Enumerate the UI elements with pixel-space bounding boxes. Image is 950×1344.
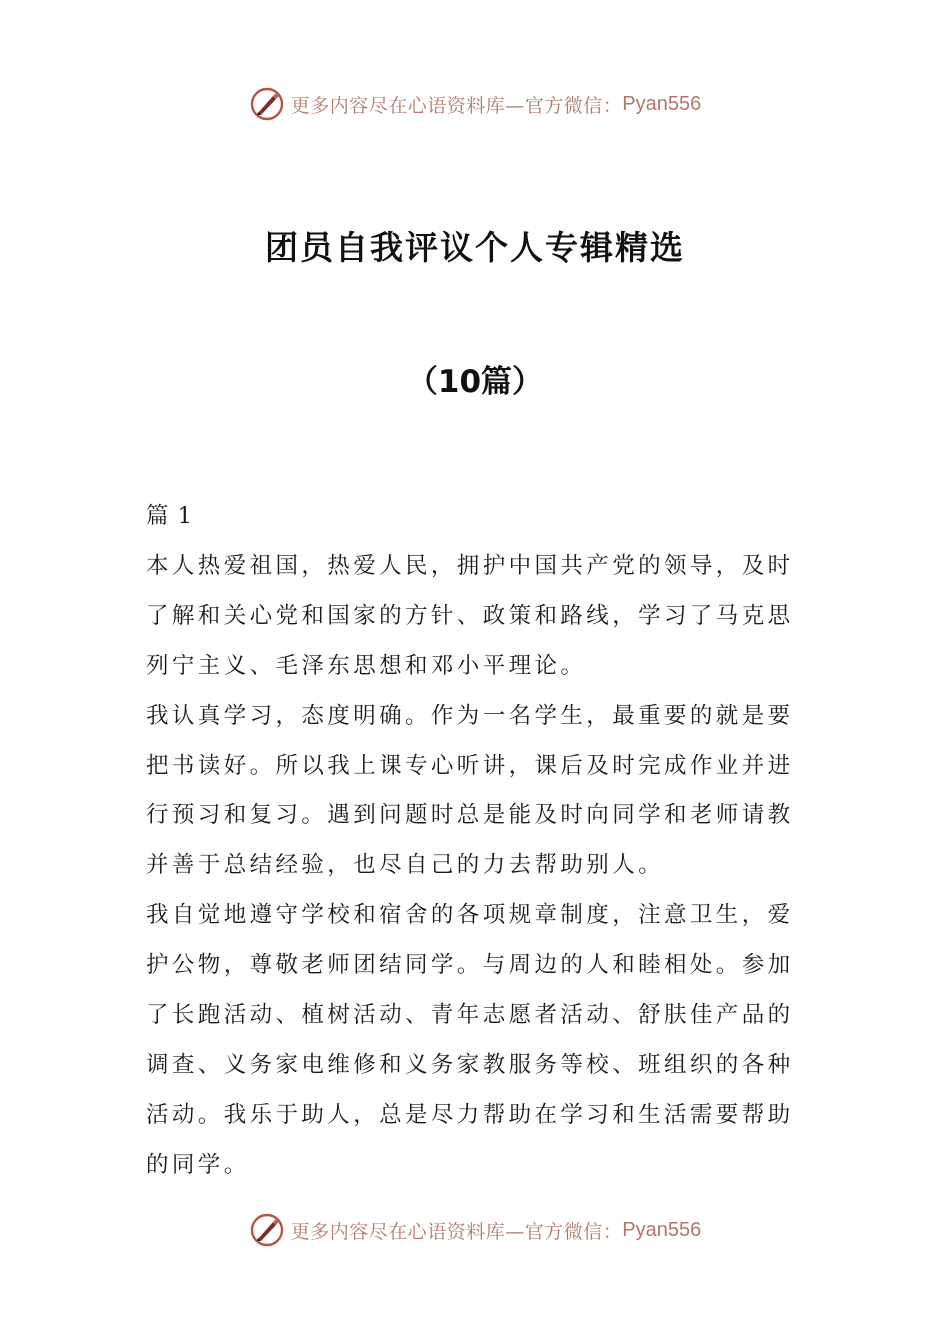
footer-watermark-banner [0,1208,950,1252]
watermark-text: 更多内容尽在心语资料库—官方微信： [290,94,623,117]
header-watermark-banner [0,82,950,126]
document-body [146,492,806,1191]
pen-circle-logo-icon [249,86,285,122]
body-paragraph: 我认真学习，态度明确。作为一名学生，最重要的就是要把书读好。所以我上课专心听讲，课后及时完成作业并进行预习和复习。遇到问题时总是能及时向同学和老师请教并善于总结经验，也尽自己的力去帮助别人。 [146,702,794,879]
body-paragraph: 我自觉地遵守学校和宿舍的各项规章制度，注意卫生，爱护公物，尊敬老师团结同学。与周边的人和睦相处。参加了长跑活动、植树活动、青年志愿者活动、舒肤佳产品的调查、义务家电维修和义务家教服务等校、班组织的各种活动。我乐于助人，总是尽力帮助在学习和生活需要帮助的同学。 [146,902,794,1178]
pen-circle-logo-icon [249,1212,285,1248]
watermark-contact: Pyan556 [622,92,702,115]
watermark-contact: Pyan556 [622,1218,702,1241]
document-title: 团员自我评议个人专辑精选 [265,228,685,267]
watermark-text: 更多内容尽在心语资料库—官方微信： [290,1220,623,1243]
body-paragraph: 本人热爱祖国，热爱人民，拥护中国共产党的领导，及时了解和关心党和国家的方针、政策和路线，学习了马克思列宁主义、毛泽东思想和邓小平理论。 [146,552,794,679]
section-label: 篇 1 [146,503,193,529]
document-subtitle: （10篇） [406,364,544,400]
